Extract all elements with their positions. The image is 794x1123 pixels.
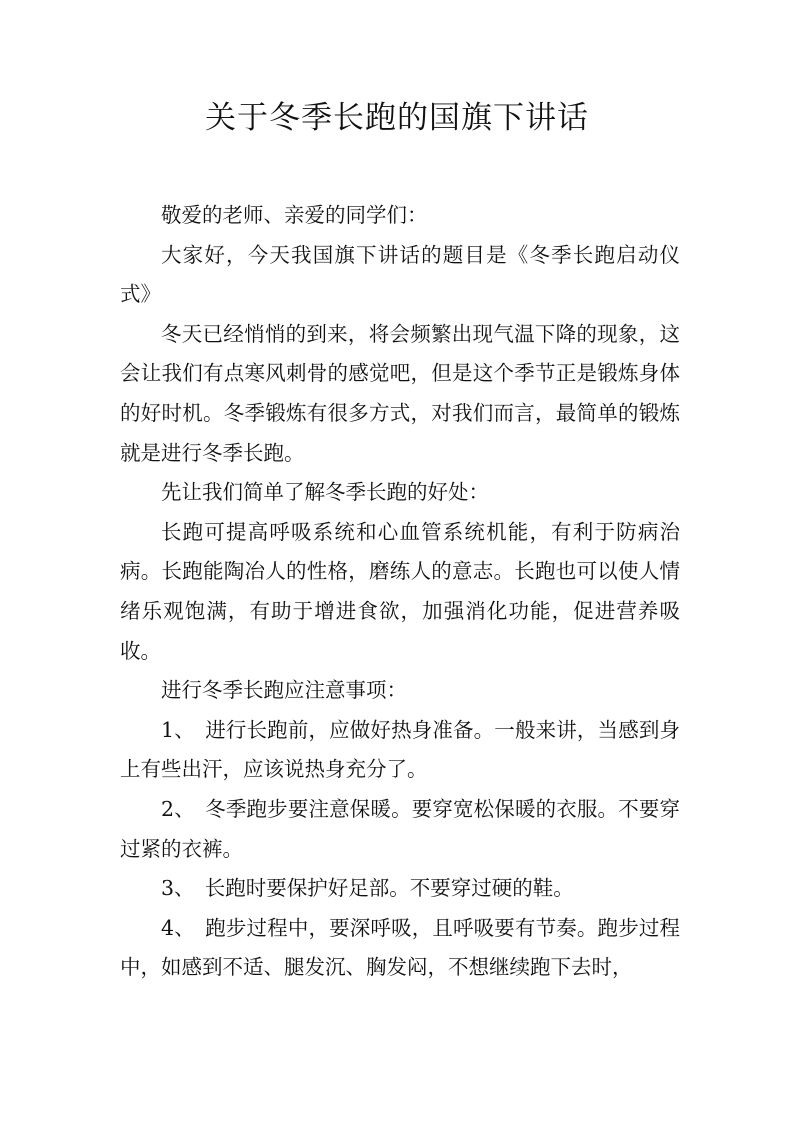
benefits-paragraph: 长跑可提高呼吸系统和心血管系统机能，有利于防病治病。长跑能陶冶人的性格，磨练人的意志。长跑也可以使人情绪乐观饱满，有助于增进食欲，加强消化功能，促进营养吸收。 [120,519,680,663]
benefits-heading-paragraph: 先让我们简单了解冬季长跑的好处： [161,480,489,505]
precaution-item-4: 4、 跑步过程中，要深呼吸，且呼吸要有节奏。跑步过程中，如感到不适、腿发沉、胸发闷，不想继续跑下去时， [120,915,680,980]
precautions-heading-paragraph: 进行冬季长跑应注意事项： [161,678,407,703]
precaution-item-2: 2、 冬季跑步要注意保暖。要穿宽松保暖的衣服。不要穿过紧的衣裤。 [120,796,680,861]
document-body [120,196,680,988]
precaution-item-3: 3、 长跑时要保护好足部。不要穿过硬的鞋。 [161,876,574,901]
salutation-paragraph: 敬爱的老师、亲爱的同学们： [161,203,428,227]
document-title: 关于冬季长跑的国旗下讲话 [205,100,589,136]
winter-paragraph: 冬天已经悄悄的到来，将会频繁出现气温下降的现象，这会让我们有点寒风刺骨的感觉吧，但是这个季节正是锻炼身体的好时机。冬季锻炼有很多方式，对我们而言，最简单的锻炼就是进行冬季长跑。 [120,321,680,465]
precaution-item-1: 1、 进行长跑前，应做好热身准备。一般来讲，当感到身上有些出汗，应该说热身充分了。 [120,717,680,782]
intro-paragraph: 大家好，今天我国旗下讲话的题目是《冬季长跑启动仪式》 [120,242,680,307]
